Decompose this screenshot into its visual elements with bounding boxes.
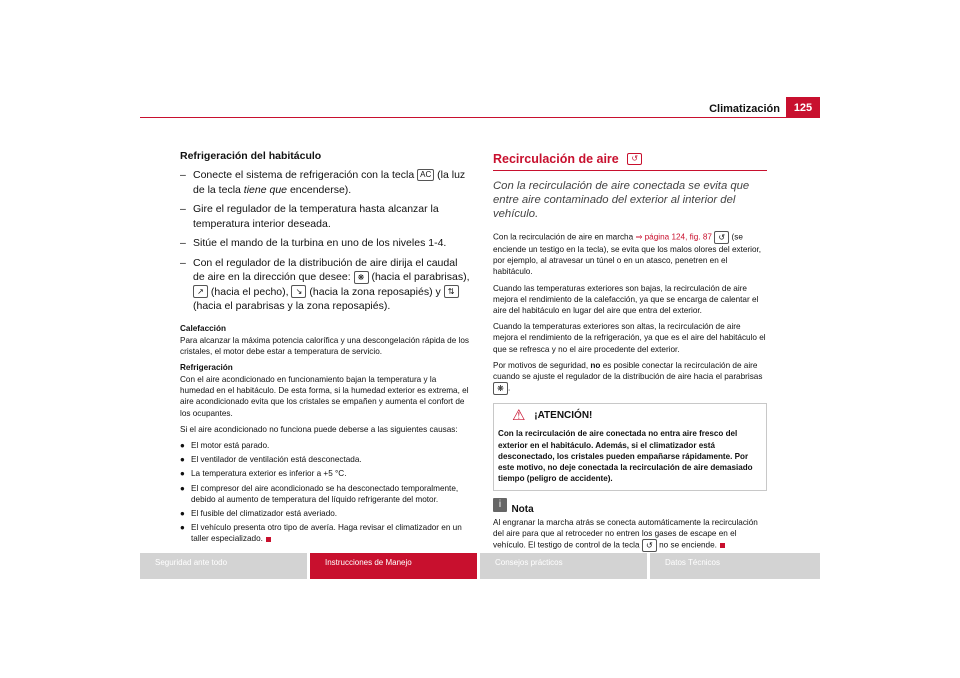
- windshield-airflow-icon: ❋: [493, 382, 508, 395]
- ac-key-icon: AC: [417, 169, 434, 181]
- list-item: ● El fusible del climatizador está averiado.: [180, 508, 338, 518]
- left-column: [180, 150, 470, 548]
- heading-calefaccion: Calefacción: [180, 323, 226, 333]
- footer-tab-datos[interactable]: Datos Técnicos: [650, 553, 820, 579]
- footer-tab-consejos[interactable]: Consejos prácticos: [480, 553, 647, 579]
- list-item: ● El motor está parado.: [180, 440, 270, 450]
- windshield-footwell-airflow-icon: ⇅: [444, 285, 459, 298]
- section-divider: [493, 170, 767, 171]
- paragraph-1: Con la recirculación de aire en marcha ⇒ página 124, fig. 87 ↺ (se enciende un testigo en la tecla), se evita que los malos olores del exterior, por ejemplo, al atravesar un túnel o en un atasco, penetren en el habitáculo.: [493, 232, 762, 277]
- windshield-airflow-icon: ❋: [354, 271, 369, 284]
- note-title: Nota: [511, 503, 534, 515]
- section-intro: Con la recirculación de aire conectada se evita que entre aire contaminado del exterior al interior del vehículo.: [493, 180, 750, 220]
- note-header: [493, 497, 767, 515]
- footer-tab-instrucciones[interactable]: Instrucciones de Manejo: [310, 553, 477, 579]
- subheading-refrigeracion: Refrigeración del habitáculo: [180, 150, 322, 162]
- page-reference-link[interactable]: ⇒ página 124, fig. 87: [635, 232, 712, 242]
- paragraph-2: Cuando las temperaturas exteriores son bajas, la recirculación de aire mejora el rendimiento de la calefacción, ya que se encarga de calentar el aire del habitáculo en lugar del aire que entra del exterior.: [493, 283, 759, 316]
- note-icon: i: [493, 498, 507, 512]
- list-item: ● El vehículo presenta otro tipo de avería. Haga revisar el climatizador en un taller especializado.: [180, 523, 462, 544]
- paragraph-4: Por motivos de seguridad, no es posible conectar la recirculación de aire cuando se ajuste el regulador de la distribución de aire hacia el parabrisas ❋ .: [493, 360, 763, 394]
- end-of-section-marker: [266, 537, 271, 542]
- heading-refrigeracion: Refrigeración: [180, 362, 233, 372]
- warning-box: [493, 403, 767, 490]
- list-item: ● El ventilador de ventilación está desconectada.: [180, 455, 362, 465]
- list-item: ● El compresor del aire acondicionado se ha desconectado temporalmente, debido al aumento de temperatura del líquido refrigerante del motor.: [180, 483, 459, 504]
- page-section-title: Climatización: [709, 103, 780, 115]
- text-calefaccion: Para alcanzar la máxima potencia calorífica y una descongelación rápida de los cristales, el motor debe estar a temperatura de servicio.: [180, 335, 470, 356]
- section-heading: Recirculación de aire: [493, 152, 619, 166]
- recirculation-icon: ↺: [642, 539, 657, 552]
- warning-title: ¡ATENCIÓN!: [534, 410, 593, 422]
- warning-triangle-icon: ⚠: [512, 407, 526, 425]
- header-divider: [140, 117, 820, 118]
- text-refrigeracion-1: Con el aire acondicionado en funcionamiento bajan la temperatura y la humedad en el habitáculo. De esta forma, si la humedad exterior es extrema, el aire acondicionado evita que los cristales se empañen y aumenta el confort de los ocupantes.: [180, 374, 469, 418]
- text-refrigeracion-2: Si el aire acondicionado no funciona puede deberse a las siguientes causas:: [180, 424, 458, 434]
- page-number: 125: [786, 97, 820, 118]
- recirculation-icon: ↺: [714, 231, 729, 244]
- warning-text: Con la recirculación de aire conectada no entra aire fresco del exterior en el habitáculo. Además, si el climatizador está desconectado, los cristales pueden empañarse rápidamente. Por este motivo, no deje conectada la recirculación de aire demasiado tiempo (peligro de accidente).: [498, 429, 753, 484]
- paragraph-3: Cuando la temperaturas exteriores son altas, la recirculación de aire mejora el rendimiento de la refrigeración, ya que es el aire del habitáculo el que se refresca y no el aire procedente del exterior.: [493, 322, 766, 354]
- step-3: – Sitúe el mando de la turbina en uno de los niveles 1-4.: [180, 237, 447, 249]
- footwell-airflow-icon: ↘: [291, 285, 306, 298]
- chest-airflow-icon: ↗: [193, 285, 208, 298]
- note-text: Al engranar la marcha atrás se conecta automáticamente la recirculación del aire para que al retroceder no entren los gases de escape en el vehículo. El testigo de control de la tecla ↺ no se enciende.: [493, 517, 758, 551]
- dash: –: [180, 169, 186, 181]
- step-1: – Conecte el sistema de refrigeración con la tecla AC (la luz de la tecla tiene que encenderse).: [180, 169, 466, 196]
- step-4: – Con el regulador de la distribución de aire dirija el caudal de aire en la dirección que desee: ❋ (hacia el parabrisas), ↗ (hacia el pecho), ↘ (hacia la zona reposapiés) y ⇅ (hacia el parabrisas y la zona reposapiés).: [180, 256, 470, 312]
- footer-tab-seguridad[interactable]: Seguridad ante todo: [140, 553, 307, 579]
- right-column: [493, 150, 767, 557]
- list-item: ● La temperatura exterior es inferior a +5 °C.: [180, 469, 347, 479]
- step-2: – Gire el regulador de la temperatura hasta alcanzar la temperatura interior deseada.: [180, 203, 439, 230]
- recirculation-icon: ↺: [627, 153, 642, 165]
- end-of-section-marker: [720, 543, 725, 548]
